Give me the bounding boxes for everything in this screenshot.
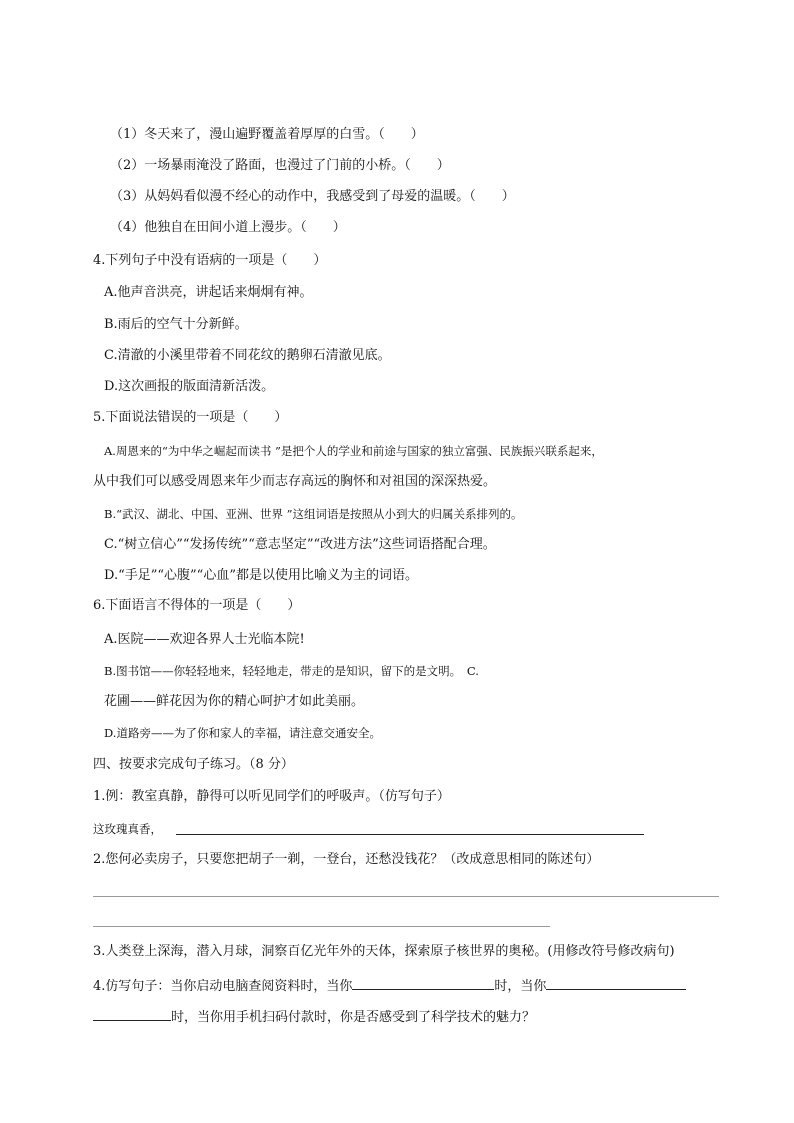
q4-stem: 4.下列句子中没有语病的一项是（ ） (93, 253, 327, 268)
q6-option-a: A.医院——欢迎各界人士光临本院! (104, 632, 305, 647)
s4-part1: 4.仿写句子：当你启动电脑查阅资料时，当你 (93, 979, 353, 994)
q5-option-a-line2: 从中我们可以感受周恩来年少而志存高远的胸怀和对祖国的深深热爱。 (93, 474, 497, 489)
q4-option-a: A.他声音洪亮，讲起话来炯炯有神。 (104, 285, 313, 300)
s1-prompt: 这玫瑰真香， (93, 822, 162, 836)
q3-item-4: （4）他独自在田间小道上漫步。（ ） (110, 220, 346, 235)
s4-part2: 时，当你 (494, 979, 547, 994)
s1-answer-line[interactable] (176, 834, 644, 835)
q4-option-d: D.这次画报的版面清新活泼。 (104, 379, 275, 394)
q6-option-c: 花圃——鲜花因为你的精心呵护才如此美丽。 (104, 694, 365, 709)
q5-option-b: B.“武汉、湖北、中国、亚洲、世界 ”这组词语是按照从小到大的归属关系排列的。 (104, 507, 523, 521)
s4-blank-3[interactable] (93, 1006, 171, 1021)
section4-heading: 四、按要求完成句子练习。（8 分） (93, 757, 294, 772)
q6-stem: 6.下面语言不得体的一项是（ ） (93, 598, 301, 613)
s3-stem: 3.人类登上深海，潜入月球，洞察百亿光年外的天体，探索原子核世界的奥秘。(用修改符号修改病句) (93, 944, 675, 959)
q5-option-c: C.“树立信心”“发扬传统”“意志坚定”“改进方法”这些词语搭配合理。 (104, 537, 496, 552)
q5-stem: 5.下面说法错误的一项是（ ） (93, 410, 288, 425)
s1-stem: 1.例：教室真静，静得可以听见同学们的呼吸声。（仿写句子） (93, 789, 450, 804)
s4-line1 (93, 975, 686, 996)
s4-part3: 时，当你用手机扫码付款时，你是否感受到了科学技术的魅力？ (171, 1010, 536, 1025)
q3-item-2: （2）一场暴雨淹没了路面，也漫过了门前的小桥。（ ） (110, 158, 450, 173)
s2-stem: 2.您何必卖房子，只要您把胡子一剃，一登台，还愁没钱花？（改成意思相同的陈述句） (93, 852, 600, 867)
q4-option-b: B.雨后的空气十分新鲜。 (104, 317, 248, 332)
s4-blank-1[interactable] (352, 975, 494, 990)
s2-answer-line-2[interactable] (93, 926, 550, 927)
s4-blank-2[interactable] (546, 975, 686, 990)
q4-option-c: C.清澈的小溪里带着不同花纹的鹅卵石清澈见底。 (104, 348, 391, 363)
q3-item-1: （1）冬天来了，漫山遍野覆盖着厚厚的白雪。（ ） (110, 127, 424, 142)
q3-item-3: （3）从妈妈看似漫不经心的动作中，我感受到了母爱的温暖。（ ） (110, 189, 515, 204)
q5-option-d: D.“手足”“心腹”“心血”都是以使用比喻义为主的词语。 (104, 568, 418, 583)
q6-option-b: B.图书馆——你轻轻地来，轻轻地走，带走的是知识，留下的是文明。 C. (104, 664, 479, 678)
s4-line2 (93, 1006, 535, 1027)
q6-option-d: D.道路旁——为了你和家人的幸福，请注意交通安全。 (104, 726, 381, 740)
s2-answer-line-1[interactable] (93, 896, 719, 897)
q5-option-a-line1: A.周恩来的“为中华之崛起而读书 ”是把个人的学业和前途与国家的独立富强、民族振兴联系起来， (104, 444, 603, 458)
